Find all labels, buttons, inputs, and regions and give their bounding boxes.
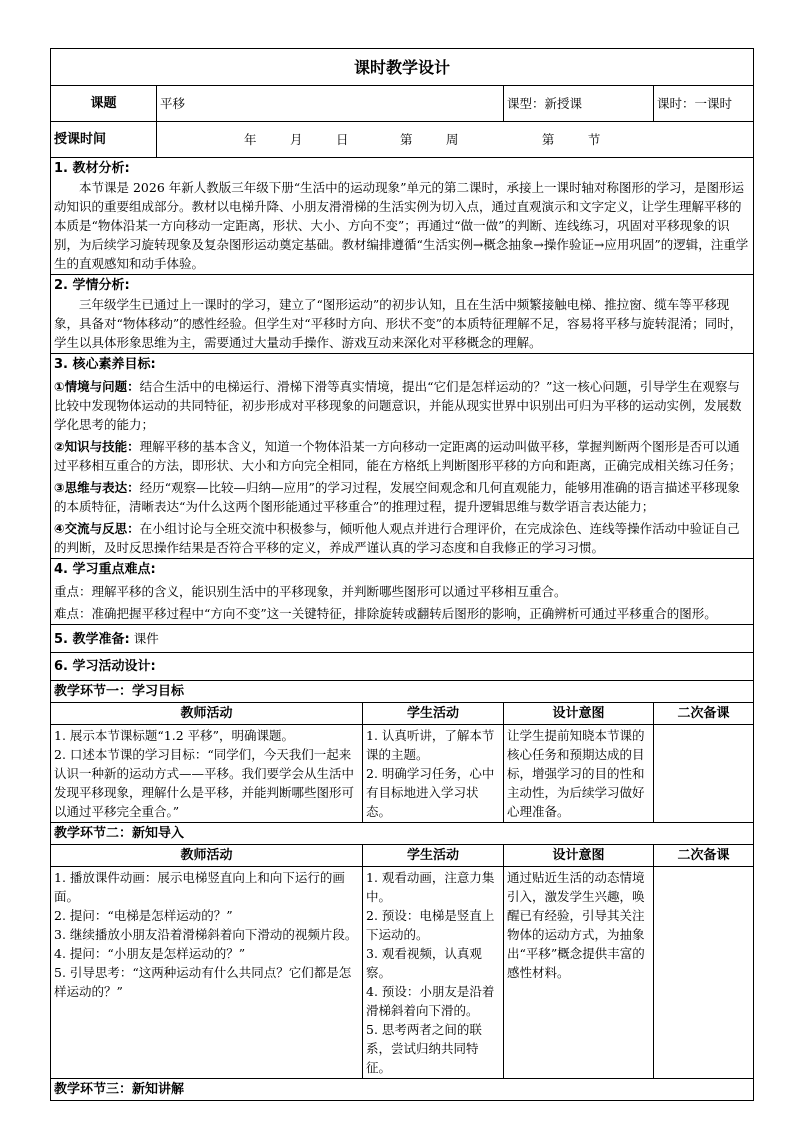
teacher-step: 4. 提问：“小朋友是怎样运动的？” xyxy=(54,946,246,961)
student-activity xyxy=(363,725,504,823)
design-intent: 让学生提前知晓本节课的核心任务和预期达成的目标，增强学习的目的性和主动性，为后续学习做好心理准备。 xyxy=(504,725,654,823)
col-second: 二次备课 xyxy=(654,703,754,725)
teacher-activity xyxy=(51,867,363,1079)
segment-title: 教学环节一：学习目标 xyxy=(51,681,754,703)
second-prep xyxy=(654,867,754,1079)
second-prep xyxy=(654,725,754,823)
section-core-goals xyxy=(51,354,754,559)
section-heading: 4. 学习重点难点: xyxy=(54,562,156,577)
time-day: 日 xyxy=(335,132,349,147)
teacher-step: 1. 播放课件动画：展示电梯竖直向上和向下运行的画面。 xyxy=(54,870,345,904)
col-teacher: 教师活动 xyxy=(51,703,363,725)
time-label: 授课时间 xyxy=(51,122,157,158)
student-step: 2. 预设：电梯是竖直上下运动的。 xyxy=(366,908,495,942)
teacher-step: 2. 口述本节课的学习目标：“同学们，今天我们一起来认识一种新的运动方式——平移。我们要学会从生活中发现平移现象，理解什么是平移，并能判断哪些图形可以通过平移完全重合。” xyxy=(54,747,355,819)
segment-title: 教学环节三：新知讲解 xyxy=(51,1079,754,1101)
section-heading: 5. 教学准备: xyxy=(54,631,130,647)
difficult-point: 难点：准确把握平移过程中“方向不变”这一关键特征，排除旋转或翻转后图形的影响，正确辨析可通过平移重合的图形。 xyxy=(54,606,717,621)
time-section: 节 xyxy=(587,132,601,147)
student-step: 4. 预设：小朋友是沿着滑梯斜着向下滑的。 xyxy=(366,984,495,1018)
teacher-activity xyxy=(51,725,363,823)
goal-item: ④交流与反思：在小组讨论与全班交流中积极参与，倾听他人观点并进行合理评价，在完成涂色、连线等操作活动中验证自己的判断，及时反思操作结果是否符合平移的定义，养成严谨认真的学习态度和自我修正的学习习惯。 xyxy=(54,521,740,555)
teacher-step: 5. 引导思考：“这两种运动有什么共同点？它们都是怎样运动的？” xyxy=(54,965,352,999)
time-week: 周 xyxy=(445,132,459,147)
preparation-value: 课件 xyxy=(133,630,159,646)
goal-item: ③思维与表达：经历“观察—比较—归纳—应用”的学习过程，发展空间观念和几何直观能力，能够用准确的语言描述平移现象的本质特征，清晰表达“为什么这两个图形能通过平移重合”的推理过程，提升逻辑思维与数学语言表达能力； xyxy=(54,480,740,514)
col-student: 学生活动 xyxy=(363,703,504,725)
section-preparation xyxy=(51,625,754,653)
goal-item: ①情境与问题：结合生活中的电梯运行、滑梯下滑等真实情境，提出“它们是怎样运动的？”这一核心问题，引导学生在观察与比较中发现物体运动的共同特征，初步形成对平移现象的问题意识，并能从现实世界中识别出可归为平移的运动实例，发展数学化思考的能力； xyxy=(54,379,742,432)
time-year: 年 xyxy=(243,132,257,147)
student-step: 2. 明确学习任务，心中有目标地进入学习状态。 xyxy=(366,766,495,819)
lesson-type: 课型：新授课 xyxy=(504,86,654,122)
section-heading: 2. 学情分析: xyxy=(54,278,130,293)
teacher-step: 1. 展示本节课标题“1.2 平移”，明确课题。 xyxy=(54,728,295,743)
section-body: 本节课是 2026 年新人教版三年级下册“生活中的运动现象”单元的第二课时，承接上一课时轴对称图形的学习，是图形运动知识的重要组成部分。教材以电梯升降、小朋友滑滑梯的生活实例为切入点，通过直观演示和文字定义，让学生理解平移的本质是“物体沿某一方向移动一定距离，形状、大小、方向不变”；再通过“做一做”的判断、连线练习，巩固对平移现象的识别，为后续学习旋转现象及复杂图形运动奠定基础。教材编排遵循“生活实例→概念抽象→操作验证→应用巩固”的逻辑，注重学生的直观感知和动手体验。 xyxy=(54,180,749,271)
document-title: 课时教学设计 xyxy=(51,49,754,86)
col-intent: 设计意图 xyxy=(504,703,654,725)
student-step: 3. 观看视频，认真观察。 xyxy=(366,946,482,980)
col-second: 二次备课 xyxy=(654,845,754,867)
time-section-prefix: 第 xyxy=(541,132,555,147)
section-heading: 3. 核心素养目标: xyxy=(54,357,156,372)
section-activity-design: 6. 学习活动设计: xyxy=(51,653,754,681)
section-textbook-analysis xyxy=(51,158,754,275)
section-learner-analysis xyxy=(51,275,754,354)
student-step: 1. 认真听讲，了解本节课的主题。 xyxy=(366,728,495,762)
topic-value: 平移 xyxy=(157,86,504,122)
lesson-plan-table xyxy=(50,48,754,1101)
col-student: 学生活动 xyxy=(363,845,504,867)
key-point: 重点：理解平移的含义，能识别生活中的平移现象，并判断哪些图形可以通过平移相互重合。 xyxy=(54,584,567,599)
section-key-points xyxy=(51,559,754,625)
lesson-plan-page xyxy=(50,48,753,1101)
section-heading: 1. 教材分析: xyxy=(54,161,130,176)
time-value xyxy=(157,122,754,158)
topic-label: 课题 xyxy=(51,86,157,122)
lesson-period: 课时：一课时 xyxy=(654,86,754,122)
student-step: 1. 观看动画，注意力集中。 xyxy=(366,870,495,904)
teacher-step: 3. 继续播放小朋友沿着滑梯斜着向下滑动的视频片段。 xyxy=(54,927,358,942)
col-intent: 设计意图 xyxy=(504,845,654,867)
time-week-prefix: 第 xyxy=(399,132,413,147)
student-activity xyxy=(363,867,504,1079)
teacher-step: 2. 提问：“电梯是怎样运动的？” xyxy=(54,908,233,923)
goal-item: ②知识与技能：理解平移的基本含义，知道一个物体沿某一方向移动一定距离的运动叫做平移，掌握判断两个图形是否可以通过平移相互重合的方法，即形状、大小和方向完全相同，能在方格纸上判断图形平移的方向和距离，正确完成相关练习任务； xyxy=(54,439,742,473)
student-step: 5. 思考两者之间的联系，尝试归纳共同特征。 xyxy=(366,1022,482,1075)
design-intent: 通过贴近生活的动态情境引入，激发学生兴趣，唤醒已有经验，引导其关注物体的运动方式，为抽象出“平移”概念提供丰富的感性材料。 xyxy=(504,867,654,1079)
segment-title: 教学环节二：新知导入 xyxy=(51,823,754,845)
section-body: 三年级学生已通过上一课时的学习，建立了“图形运动”的初步认知，且在生活中频繁接触电梯、推拉窗、缆车等平移现象，具备对“物体移动”的感性经验。但学生对“平移时方向、形状不变”的本质特征理解不足，容易将平移与旋转混淆；同时，学生以具体形象思维为主，需要通过大量动手操作、游戏互动来深化对平移概念的理解。 xyxy=(54,297,743,350)
col-teacher: 教师活动 xyxy=(51,845,363,867)
time-month: 月 xyxy=(289,132,303,147)
